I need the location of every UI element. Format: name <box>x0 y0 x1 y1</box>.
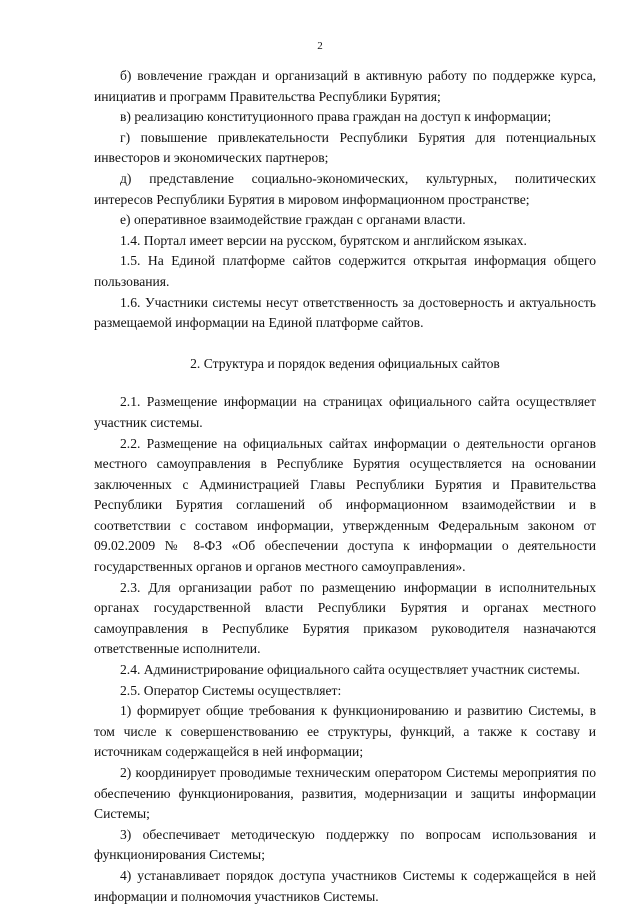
paragraph-b: б) вовлечение граждан и организаций в активную работу по поддержке курса, инициатив и программ Правительства Республики Бурятия; <box>94 68 596 104</box>
paragraph-e: е) оперативное взаимодействие граждан с органами власти. <box>120 212 466 228</box>
clause-2-3: 2.3. Для организации работ по размещению информации в исполнительных органах государственной власти Республики Бурятия и органах местного самоуправления в Республике Бурятия приказом руководителя назначаются ответственные исполнители. <box>94 579 596 657</box>
paragraph-d: д) представление социально-экономических, культурных, политических интересов Республики Бурятия в мировом информационном пространстве; <box>94 170 596 207</box>
list-item-1: 1) формирует общие требования к функционированию и развитию Системы, в том числе к совершенствованию ее структуры, функций, а также к составу и источникам содержащейся в ней информации; <box>94 703 596 760</box>
clause-1-6: 1.6. Участники системы несут ответственность за достоверность и актуальность размещаемой информации на Единой платформе сайтов. <box>94 294 596 331</box>
list-item-3: 3) обеспечивает методическую поддержку по вопросам использования и функционирования Системы; <box>94 826 596 863</box>
clause-2-1: 2.1. Размещение информации на страницах официального сайта осуществляет участник системы. <box>94 394 596 430</box>
clause-1-4: 1.4. Портал имеет версии на русском, бурятском и английском языках. <box>120 232 527 248</box>
clause-1-5: 1.5. На Единой платформе сайтов содержится открытая информация общего пользования. <box>94 253 596 289</box>
section-heading: 2. Структура и порядок ведения официальных сайтов <box>190 355 500 371</box>
page-number: 2 <box>317 40 323 52</box>
clause-2-2: 2.2. Размещение на официальных сайтах информации о деятельности органов местного самоуправления в Республике Бурятия осуществляется на основании заключенных с Администрацией Главы Республики Бурятия и Правительства Республики Бурятия соглашений об информационном взаимодействии и в соответствии с составом информации, утвержденным Федеральным законом от 09.02.2009 № 8-ФЗ «Об обеспечении доступа к информации о деятельности государственных органов и органов местного самоуправления». <box>94 435 596 575</box>
list-item-2: 2) координирует проводимые техническим оператором Системы мероприятия по обеспечению функционирования, развития, модернизации и защиты информации Системы; <box>94 765 596 822</box>
clause-2-5: 2.5. Оператор Системы осуществляет: <box>120 682 342 698</box>
document-body <box>94 66 596 907</box>
paragraph-v: в) реализацию конституционного права граждан на доступ к информации; <box>120 109 552 125</box>
clause-2-4: 2.4. Администрирование официального сайта осуществляет участник системы. <box>120 662 581 678</box>
list-item-4: 4) устанавливает порядок доступа участников Системы к содержащейся в ней информации и полномочия участников Системы. <box>94 867 596 904</box>
paragraph-g: г) повышение привлекательности Республики Бурятия для потенциальных инвесторов и экономических партнеров; <box>94 129 596 166</box>
